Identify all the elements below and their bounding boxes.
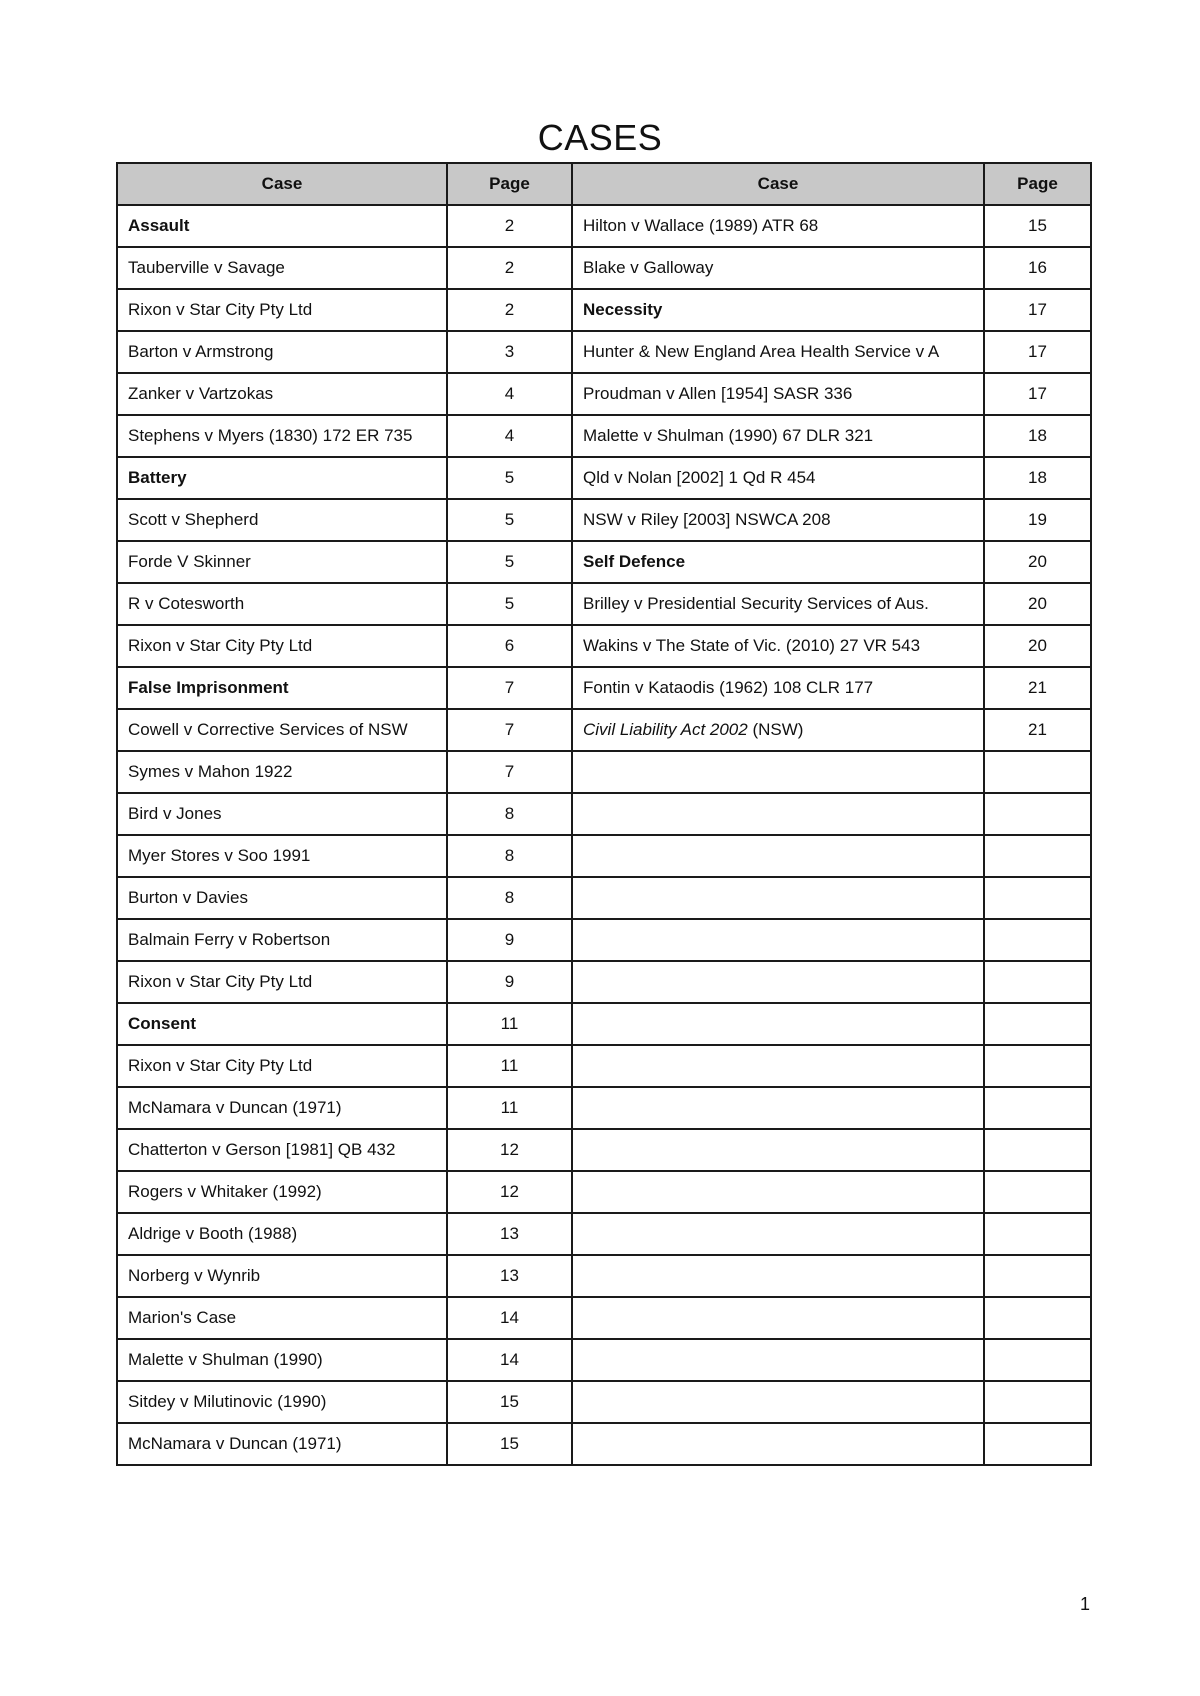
table-row xyxy=(117,331,1091,373)
page-ref-left: 14 xyxy=(447,1297,572,1339)
page-ref-left: 2 xyxy=(447,205,572,247)
case-text: Rixon v Star City Pty Ltd xyxy=(128,972,313,991)
case-text: Assault xyxy=(128,216,190,235)
page-ref-right xyxy=(984,835,1091,877)
case-name-left xyxy=(117,793,447,835)
case-text: Aldrige v Booth (1988) xyxy=(128,1224,298,1243)
header-page-right: Page xyxy=(984,163,1091,205)
case-text: McNamara v Duncan (1971) xyxy=(128,1434,342,1453)
table-row xyxy=(117,1087,1091,1129)
case-text: Hunter & New England Area Health Service v A xyxy=(583,342,940,361)
case-name-left xyxy=(117,499,447,541)
case-text: Qld v Nolan [2002] 1 Qd R 454 xyxy=(583,468,816,487)
case-name-right xyxy=(572,751,984,793)
case-text: Necessity xyxy=(583,300,663,319)
header-page-left: Page xyxy=(447,163,572,205)
case-name-left xyxy=(117,373,447,415)
case-name-left xyxy=(117,1213,447,1255)
case-name-right xyxy=(572,1297,984,1339)
case-name-left xyxy=(117,961,447,1003)
case-name-right xyxy=(572,1003,984,1045)
table-row xyxy=(117,541,1091,583)
case-text: Bird v Jones xyxy=(128,804,222,823)
section-heading-right xyxy=(572,289,984,331)
case-name-left xyxy=(117,583,447,625)
case-name-left xyxy=(117,1297,447,1339)
case-text: Proudman v Allen [1954] SASR 336 xyxy=(583,384,853,403)
case-text: Rixon v Star City Pty Ltd xyxy=(128,636,313,655)
page-ref-left: 11 xyxy=(447,1045,572,1087)
case-name-left xyxy=(117,1381,447,1423)
page-ref-right: 18 xyxy=(984,457,1091,499)
page-ref-left: 7 xyxy=(447,667,572,709)
case-text: Marion's Case xyxy=(128,1308,237,1327)
case-text: Scott v Shepherd xyxy=(128,510,259,529)
page-ref-left: 7 xyxy=(447,751,572,793)
page-title: CASES xyxy=(537,117,663,158)
case-name-right xyxy=(572,625,984,667)
header-case-left: Case xyxy=(117,163,447,205)
case-text: Rixon v Star City Pty Ltd xyxy=(128,1056,313,1075)
case-name-left xyxy=(117,415,447,457)
case-name-right xyxy=(572,961,984,1003)
case-text: Malette v Shulman (1990) xyxy=(128,1350,323,1369)
case-name-right xyxy=(572,835,984,877)
page-ref-left: 12 xyxy=(447,1171,572,1213)
case-name-right xyxy=(572,583,984,625)
table-row xyxy=(117,1171,1091,1213)
page-ref-left: 8 xyxy=(447,793,572,835)
case-name-left xyxy=(117,1045,447,1087)
case-text: Chatterton v Gerson [1981] QB 432 xyxy=(128,1140,396,1159)
page-ref-right: 20 xyxy=(984,541,1091,583)
page-ref-left: 5 xyxy=(447,499,572,541)
page-ref-right: 20 xyxy=(984,625,1091,667)
case-name-right xyxy=(572,1339,984,1381)
case-name-left xyxy=(117,1087,447,1129)
page-ref-left: 15 xyxy=(447,1381,572,1423)
case-text: Forde V Skinner xyxy=(128,552,251,571)
page-ref-left: 7 xyxy=(447,709,572,751)
page-ref-right xyxy=(984,1129,1091,1171)
table-row xyxy=(117,793,1091,835)
table-row xyxy=(117,373,1091,415)
case-text: False Imprisonment xyxy=(128,678,289,697)
case-text: NSW v Riley [2003] NSWCA 208 xyxy=(583,510,831,529)
case-name-right xyxy=(572,1171,984,1213)
case-text: Tauberville v Savage xyxy=(128,258,285,277)
case-name-left xyxy=(117,289,447,331)
cases-table-body xyxy=(117,205,1091,1465)
page-ref-right: 19 xyxy=(984,499,1091,541)
table-row xyxy=(117,247,1091,289)
page-ref-left: 8 xyxy=(447,835,572,877)
case-text: Brilley v Presidential Security Services of Aus. xyxy=(583,594,929,613)
page-ref-right xyxy=(984,877,1091,919)
case-name-right xyxy=(572,1129,984,1171)
table-row xyxy=(117,415,1091,457)
case-name-left xyxy=(117,541,447,583)
case-text: Civil Liability Act 2002 xyxy=(583,720,748,739)
table-row xyxy=(117,877,1091,919)
case-text: Norberg v Wynrib xyxy=(128,1266,261,1285)
page-ref-right: 18 xyxy=(984,415,1091,457)
case-name-right xyxy=(572,499,984,541)
page-ref-left: 12 xyxy=(447,1129,572,1171)
case-text: Sitdey v Milutinovic (1990) xyxy=(128,1392,327,1411)
table-row xyxy=(117,457,1091,499)
case-text: Rixon v Star City Pty Ltd xyxy=(128,300,313,319)
case-name-left xyxy=(117,331,447,373)
table-row xyxy=(117,1129,1091,1171)
case-text: Hilton v Wallace (1989) ATR 68 xyxy=(583,216,819,235)
case-text: Balmain Ferry v Robertson xyxy=(128,930,331,949)
page-ref-right xyxy=(984,1423,1091,1465)
case-text: R v Cotesworth xyxy=(128,594,245,613)
table-row xyxy=(117,1213,1091,1255)
case-name-right xyxy=(572,331,984,373)
page-ref-left: 14 xyxy=(447,1339,572,1381)
cases-table xyxy=(116,162,1092,1466)
section-heading-left xyxy=(117,1003,447,1045)
table-row xyxy=(117,583,1091,625)
case-name-right xyxy=(572,1255,984,1297)
page-ref-right xyxy=(984,1213,1091,1255)
page-ref-right: 17 xyxy=(984,373,1091,415)
table-row xyxy=(117,499,1091,541)
case-name-right xyxy=(572,247,984,289)
table-row xyxy=(117,1339,1091,1381)
case-text: Wakins v The State of Vic. (2010) 27 VR 543 xyxy=(583,636,921,655)
table-row xyxy=(117,835,1091,877)
page-ref-left: 5 xyxy=(447,583,572,625)
section-heading-right xyxy=(572,541,984,583)
page-ref-right: 21 xyxy=(984,667,1091,709)
case-name-right xyxy=(572,415,984,457)
case-name-right xyxy=(572,877,984,919)
table-row xyxy=(117,1423,1091,1465)
table-row xyxy=(117,709,1091,751)
page-ref-left: 4 xyxy=(447,415,572,457)
page-number: 1 xyxy=(1079,1594,1090,1614)
case-name-right xyxy=(572,1213,984,1255)
page-ref-right xyxy=(984,1171,1091,1213)
case-name-right xyxy=(572,457,984,499)
page-ref-left: 5 xyxy=(447,541,572,583)
table-row xyxy=(117,919,1091,961)
table-row xyxy=(117,1003,1091,1045)
page-ref-left: 15 xyxy=(447,1423,572,1465)
case-name-left xyxy=(117,1171,447,1213)
page-ref-right xyxy=(984,1045,1091,1087)
case-name-left xyxy=(117,1423,447,1465)
case-text: Myer Stores v Soo 1991 xyxy=(128,846,311,865)
table-row xyxy=(117,1045,1091,1087)
case-text: Rogers v Whitaker (1992) xyxy=(128,1182,322,1201)
case-name-left xyxy=(117,1129,447,1171)
page-ref-right: 16 xyxy=(984,247,1091,289)
page-ref-right xyxy=(984,751,1091,793)
section-heading-left xyxy=(117,667,447,709)
case-name-left xyxy=(117,1339,447,1381)
page-ref-right: 20 xyxy=(984,583,1091,625)
header-case-right: Case xyxy=(572,163,984,205)
page-ref-right xyxy=(984,793,1091,835)
table-row xyxy=(117,961,1091,1003)
case-name-left xyxy=(117,877,447,919)
page-ref-right: 21 xyxy=(984,709,1091,751)
page-ref-left: 9 xyxy=(447,961,572,1003)
case-name-right xyxy=(572,667,984,709)
case-text: Blake v Galloway xyxy=(583,258,714,277)
table-row xyxy=(117,1297,1091,1339)
page-ref-right xyxy=(984,1087,1091,1129)
page-ref-left: 4 xyxy=(447,373,572,415)
case-name-left xyxy=(117,247,447,289)
case-name-left xyxy=(117,751,447,793)
page-ref-left: 3 xyxy=(447,331,572,373)
case-name-left xyxy=(117,835,447,877)
page-ref-left: 2 xyxy=(447,289,572,331)
case-name-right xyxy=(572,919,984,961)
case-name-left xyxy=(117,1255,447,1297)
case-text: Consent xyxy=(128,1014,196,1033)
table-row xyxy=(117,751,1091,793)
page-ref-right xyxy=(984,1297,1091,1339)
case-name-right xyxy=(572,1045,984,1087)
table-header-row xyxy=(117,163,1091,205)
page-ref-left: 5 xyxy=(447,457,572,499)
case-name-right xyxy=(572,709,984,751)
page-ref-left: 13 xyxy=(447,1255,572,1297)
case-text: Malette v Shulman (1990) 67 DLR 321 xyxy=(583,426,874,445)
page-ref-right xyxy=(984,919,1091,961)
case-text: Fontin v Kataodis (1962) 108 CLR 177 xyxy=(583,678,874,697)
page-ref-right: 15 xyxy=(984,205,1091,247)
page-ref-right: 17 xyxy=(984,331,1091,373)
page-ref-left: 13 xyxy=(447,1213,572,1255)
table-row xyxy=(117,289,1091,331)
case-text: Burton v Davies xyxy=(128,888,248,907)
case-text: McNamara v Duncan (1971) xyxy=(128,1098,342,1117)
case-name-left xyxy=(117,709,447,751)
page-ref-left: 11 xyxy=(447,1003,572,1045)
table-row xyxy=(117,625,1091,667)
case-text: Symes v Mahon 1922 xyxy=(128,762,293,781)
case-text: Barton v Armstrong xyxy=(128,342,274,361)
page-ref-left: 9 xyxy=(447,919,572,961)
case-name-right xyxy=(572,1423,984,1465)
case-text: Cowell v Corrective Services of NSW xyxy=(128,720,408,739)
case-text: Stephens v Myers (1830) 172 ER 735 xyxy=(128,426,413,445)
section-heading-left xyxy=(117,457,447,499)
case-name-left xyxy=(117,625,447,667)
case-text: Self Defence xyxy=(583,552,686,571)
table-row xyxy=(117,1381,1091,1423)
table-row xyxy=(117,205,1091,247)
case-name-right xyxy=(572,1087,984,1129)
section-heading-left xyxy=(117,205,447,247)
table-row xyxy=(117,667,1091,709)
page-ref-right xyxy=(984,961,1091,1003)
case-name-right xyxy=(572,793,984,835)
case-suffix-text: (NSW) xyxy=(747,720,804,739)
page-ref-left: 6 xyxy=(447,625,572,667)
case-name-right xyxy=(572,205,984,247)
case-text: Zanker v Vartzokas xyxy=(128,384,274,403)
case-name-right xyxy=(572,373,984,415)
page-ref-left: 8 xyxy=(447,877,572,919)
case-name-right xyxy=(572,1381,984,1423)
page-ref-right: 17 xyxy=(984,289,1091,331)
case-name-left xyxy=(117,919,447,961)
page-ref-right xyxy=(984,1381,1091,1423)
page-ref-left: 2 xyxy=(447,247,572,289)
page-ref-left: 11 xyxy=(447,1087,572,1129)
page-ref-right xyxy=(984,1255,1091,1297)
page-ref-right xyxy=(984,1003,1091,1045)
page-ref-right xyxy=(984,1339,1091,1381)
table-row xyxy=(117,1255,1091,1297)
case-text: Battery xyxy=(128,468,187,487)
